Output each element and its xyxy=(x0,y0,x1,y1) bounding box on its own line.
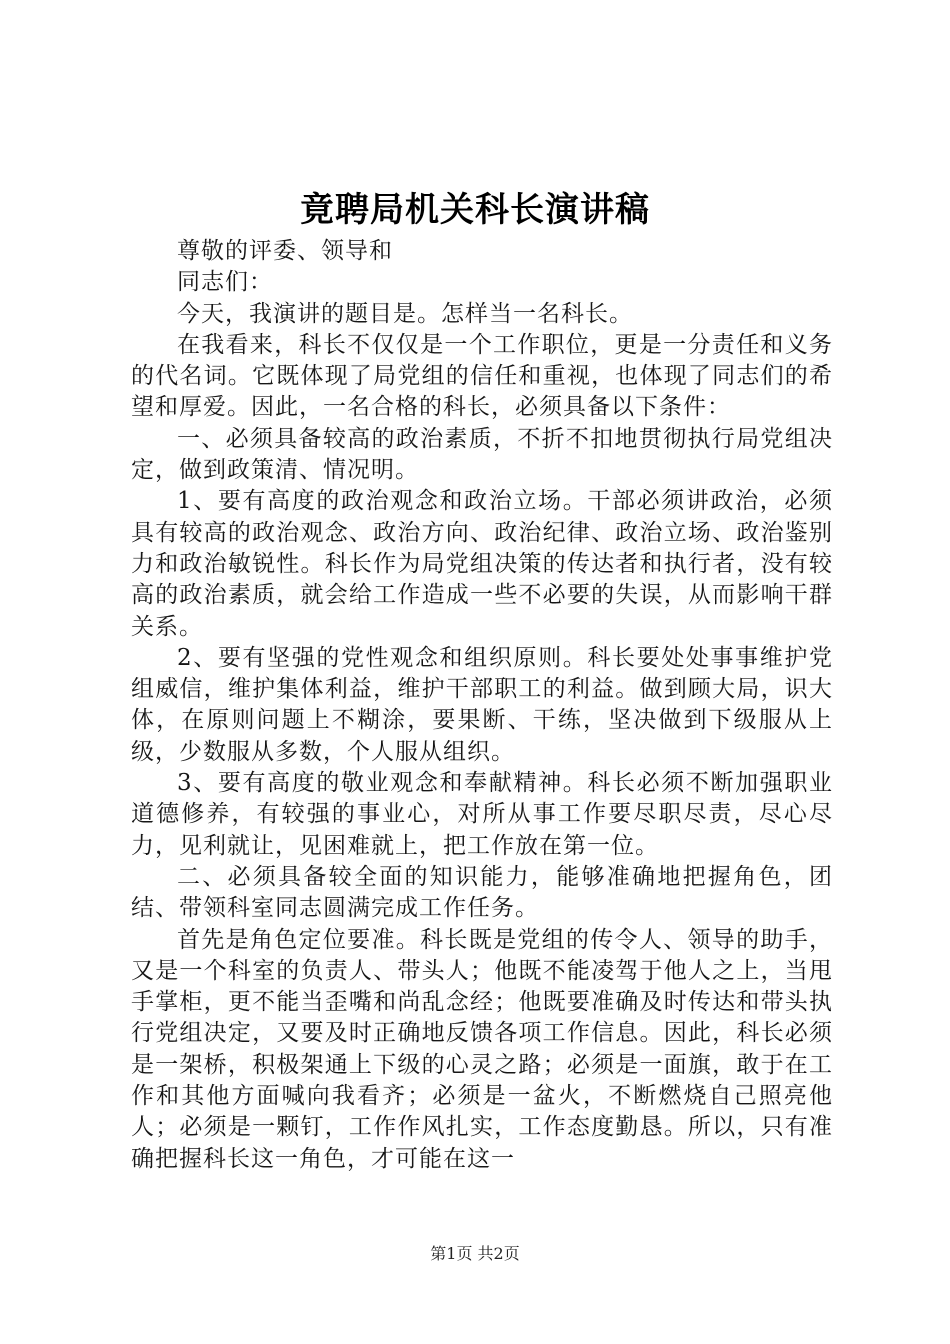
section-heading-one: 一、必须具备较高的政治素质，不折不扣地贯彻执行局党组决定，做到政策清、情况明。 xyxy=(131,425,833,484)
salutation-line-2: 同志们： xyxy=(177,269,273,296)
page-footer: 第1页 共2页 xyxy=(430,1244,520,1263)
document-title: 竟聘局机关科长演讲稿 xyxy=(300,190,650,230)
paragraph-point-1: 1、要有高度的政治观念和政治立场。干部必须讲政治，必须具有较高的政治观念、政治方向、政治纪律、政治立场、政治鉴别力和政治敏锐性。科长作为局党组决策的传达者和执行者，没有较高的政治素质，就会给工作造成一些不必要的失误，从而影响干群关系。 xyxy=(131,488,833,640)
document-body xyxy=(131,236,833,1175)
paragraph-point-3: 3、要有高度的敬业观念和奉献精神。科长必须不断加强职业道德修养，有较强的事业心，对所从事工作要尽职尽责，尽心尽力，见利就让，见困难就上，把工作放在第一位。 xyxy=(131,770,833,859)
paragraph: 首先是角色定位要准。科长既是党组的传令人、领导的助手，又是一个科室的负责人、带头人；他既不能凌驾于他人之上，当甩手掌柜，更不能当歪嘴和尚乱念经；他既要准确及时传达和带头执行党组决定，又要及时正确地反馈各项工作信息。因此，科长必须是一架桥，积极架通上下级的心灵之路；必须是一面旗，敢于在工作和其他方面喊向我看齐；必须是一盆火，不断燃烧自己照亮他人；必须是一颗钉，工作作风扎实，工作态度勤恳。所以，只有准确把握科长这一角色，才可能在这一 xyxy=(131,926,833,1172)
paragraph: 在我看来，科长不仅仅是一个工作职位，更是一分责任和义务的代名词。它既体现了局党组的信任和重视，也体现了同志们的希望和厚爱。因此，一名合格的科长，必须具备以下条件： xyxy=(131,331,833,421)
paragraph-point-2: 2、要有坚强的党性观念和组织原则。科长要处处事事维护党组威信，维护集体利益，维护干部职工的利益。做到顾大局，识大体，在原则问题上不糊涂，要果断、干练，坚决做到下级服从上级，少数服从多数，个人服从组织。 xyxy=(131,644,833,765)
salutation-line-1: 尊敬的评委、领导和 xyxy=(177,238,393,264)
section-heading-two: 二、必须具备较全面的知识能力，能够准确地把握角色，团结、带领科室同志圆满完成工作任务。 xyxy=(131,863,833,922)
paragraph-intro: 今天，我演讲的题目是。怎样当一名科长。 xyxy=(177,300,633,327)
